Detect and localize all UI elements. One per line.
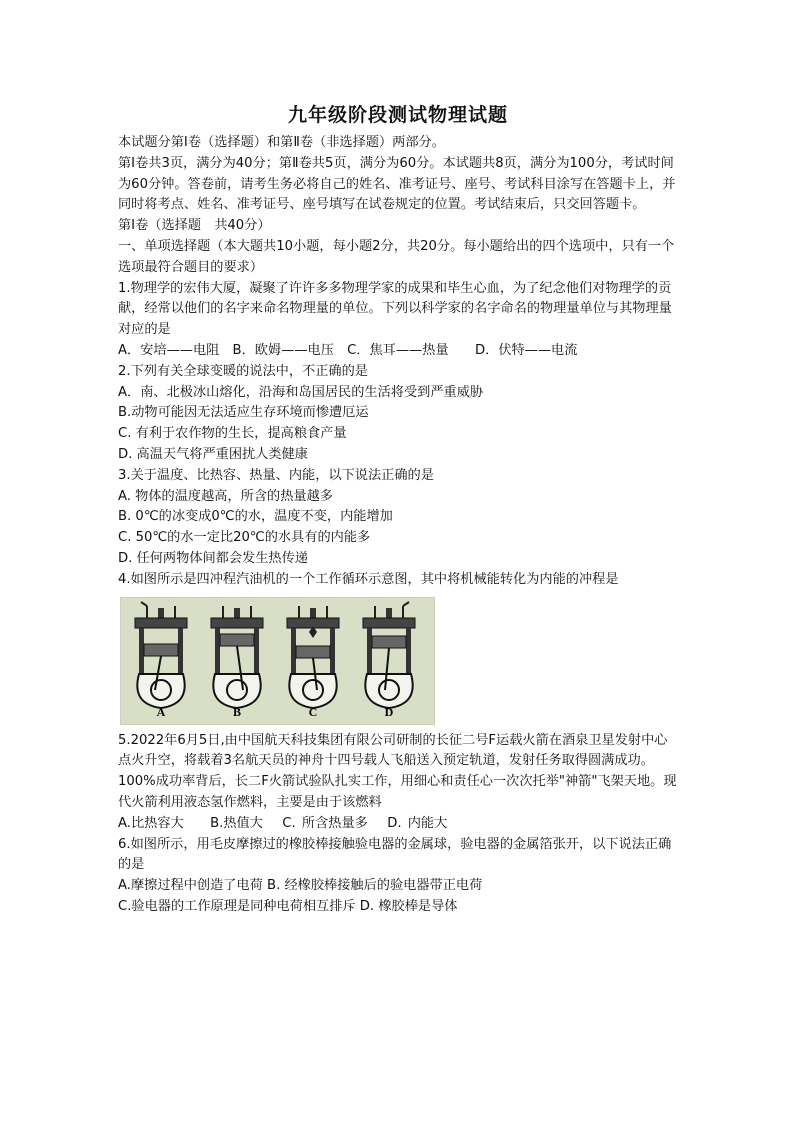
question-5-stem: 5.2022年6月5日,由中国航天科技集团有限公司研制的长征二号F运载火箭在酒泉卫星发射中心点火升空，将载着3名航天员的神舟十四号载人飞船送入预定轨道，发射任务取得圆满成功。100%成功率背后，长二F火箭试验队扎实工作，用细心和责任心一次次托举"神箭"飞架天地。现代火箭利用液态氢作燃料，主要是由于该燃料: [118, 732, 677, 810]
question-3-option-d: D. 任何两物体间都会发生热传递: [118, 550, 308, 566]
question-5-options: A.比热容大 B.热值大 C. 所含热量多 D. 内能大: [118, 815, 448, 831]
engine-label-d: D: [384, 704, 394, 719]
intro-line-1: 本试题分第Ⅰ卷（选择题）和第Ⅱ卷（非选择题）两部分。: [118, 135, 445, 150]
question-3-option-b: B. 0℃的冰变成0℃的水，温度不变，内能增加: [118, 509, 393, 525]
engine-a-intake: [135, 602, 187, 708]
question-2-option-c: C. 有利于农作物的生长，提高粮食产量: [118, 426, 347, 442]
question-1-options: A．安培——电阻 B．欧姆——电压 C．焦耳——热量 D．伏特——电流: [118, 342, 578, 358]
question-3-option-c: C. 50℃的水一定比20℃的水具有的内能多: [118, 530, 371, 546]
question-3-option-a: A. 物体的温度越高，所含的热量越多: [118, 488, 333, 504]
engine-strokes-diagram: [121, 598, 434, 724]
question-6-stem: 6.如图所示，用毛皮摩擦过的橡胶棒接触验电器的金属球，验电器的金属箔张开，以下说法正确的是: [118, 836, 672, 873]
question-2-option-b: B.动物可能因无法适应生存环境而惨遭厄运: [118, 405, 369, 421]
intro-line-2: 第Ⅰ卷共3页，满分为40分；第Ⅱ卷共5页，满分为60分。本试题共8页，满分为100分，考试时间为60分钟。答卷前，请考生务必将自己的姓名、准考证号、座号、考试科目涂写在答题卡上，并同时将考点、姓名、准考证号、座号填写在试卷规定的位置。考试结束后，只交回答题卡。: [118, 155, 676, 213]
engine-label-c: C: [308, 704, 318, 719]
engine-c-power: [287, 606, 339, 708]
exam-page: [118, 100, 678, 918]
engine-strokes-figure: [120, 597, 435, 725]
page-title: 九年级阶段测试物理试题: [287, 104, 508, 126]
engine-label-a: A: [156, 704, 166, 719]
question-6-options-cd: C.验电器的工作原理是同种电荷相互排斥 D. 橡胶棒是导体: [118, 898, 458, 914]
engine-d-exhaust: [363, 602, 415, 708]
engine-b-compression: [211, 606, 263, 708]
question-6-options-ab: A.摩擦过程中创造了电荷 B. 经橡胶棒接触后的验电器带正电荷: [118, 878, 483, 894]
question-4-stem: 4.如图所示是四冲程汽油机的一个工作循环示意图，其中将机械能转化为内能的冲程是: [118, 571, 619, 587]
question-3-stem: 3.关于温度、比热容、热量、内能，以下说法正确的是: [118, 467, 434, 483]
engine-label-b: B: [232, 704, 242, 719]
section-heading: 第Ⅰ卷（选择题 共40分）: [118, 218, 271, 234]
part-heading: 一、单项选择题（本大题共10小题，每小题2分，共20分。每小题给出的四个选项中，只有一个选项最符合题目的要求）: [118, 238, 675, 275]
question-2-option-d: D. 高温天气将严重困扰人类健康: [118, 446, 308, 462]
question-2-stem: 2.下列有关全球变暖的说法中，不正确的是: [118, 363, 368, 379]
question-2-option-a: A．南、北极冰山熔化，沿海和岛国居民的生活将受到严重威胁: [118, 384, 484, 400]
question-1-stem: 1.物理学的宏伟大厦，凝聚了许许多多物理学家的成果和毕生心血，为了纪念他们对物理学的贡献，经常以他们的名字来命名物理量的单位。下列以科学家的名字命名的物理量单位与其物理量对应的是: [118, 280, 672, 338]
